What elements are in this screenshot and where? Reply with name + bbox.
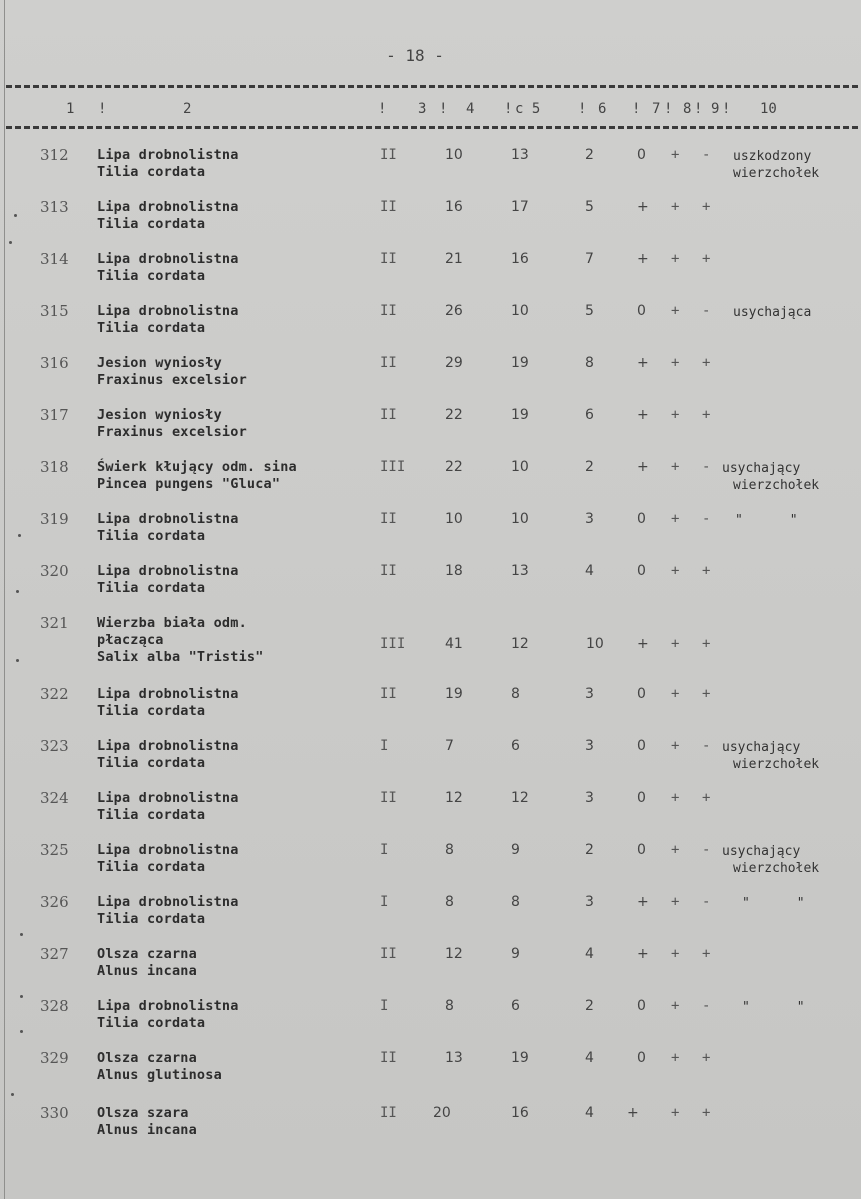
table-row	[0, 147, 861, 197]
col-7-value: +	[671, 303, 680, 319]
header-separator: !	[722, 101, 731, 117]
species-name-latin: Tilia cordata	[97, 703, 206, 719]
class-value: II	[380, 355, 397, 371]
col-8-value: +	[702, 686, 711, 702]
remarks-line-2: wierzchołek	[733, 757, 820, 772]
species-name-pl: Lipa drobnolistna	[97, 842, 239, 858]
col-3-value: 26	[445, 303, 463, 319]
species-name-latin: Tilia cordata	[97, 580, 206, 596]
species-name-pl: Lipa drobnolistna	[97, 251, 239, 267]
col-5-value: 2	[585, 147, 594, 163]
species-name-latin: Fraxinus excelsior	[97, 424, 247, 440]
col-5-value: 4	[585, 1105, 594, 1121]
table-row	[0, 946, 861, 996]
header-separator: !	[632, 101, 641, 117]
class-value: II	[380, 303, 397, 319]
table-row	[0, 1105, 861, 1155]
species-name-latin: Salix alba "Tristis"	[97, 649, 264, 665]
table-row	[0, 407, 861, 457]
species-name-latin: Tilia cordata	[97, 528, 206, 544]
row-number: 313	[40, 198, 69, 216]
col-4-value: 16	[511, 1105, 529, 1121]
col-3-value: 41	[445, 636, 463, 652]
header-col-1: 1	[66, 101, 75, 117]
col-6-value: +	[637, 407, 649, 423]
class-value: II	[380, 199, 397, 215]
species-name-pl-line-2: płacząca	[97, 632, 164, 648]
table-row	[0, 1050, 861, 1100]
col-3-value: 10	[445, 511, 463, 527]
row-number: 320	[40, 562, 69, 580]
table-row	[0, 459, 861, 509]
col-6-value: 0	[637, 147, 646, 163]
col-6-value: +	[637, 636, 649, 652]
remarks: uszkodzony	[733, 149, 812, 164]
col-7-value: +	[671, 407, 680, 423]
col-4-value: 12	[511, 636, 529, 652]
col-4-value: 19	[511, 1050, 529, 1066]
col-6-value: 0	[637, 738, 646, 754]
col-6-value: +	[637, 355, 649, 371]
col-8-value: +	[702, 1050, 711, 1066]
row-number: 318	[40, 458, 69, 476]
col-6-value: 0	[637, 842, 646, 858]
col-5-value: 4	[585, 563, 594, 579]
species-name-pl: Lipa drobnolistna	[97, 998, 239, 1014]
table-row	[0, 355, 861, 405]
col-4-value: 19	[511, 407, 529, 423]
scan-speck	[20, 933, 23, 936]
col-7-value: +	[671, 251, 680, 267]
col-3-value: 19	[445, 686, 463, 702]
col-5-value: 10	[586, 636, 604, 652]
col-4-value: 6	[511, 738, 520, 754]
class-value: II	[380, 511, 397, 527]
col-7-value: +	[671, 563, 680, 579]
col-7-value: +	[671, 686, 680, 702]
col-8-value: +	[702, 563, 711, 579]
table-row	[0, 615, 861, 683]
species-name-latin: Tilia cordata	[97, 807, 206, 823]
row-number: 316	[40, 354, 69, 372]
class-value: II	[380, 407, 397, 423]
class-value: I	[380, 842, 389, 858]
species-name-pl: Lipa drobnolistna	[97, 511, 239, 527]
col-4-value: 9	[511, 842, 520, 858]
col-3-value: 8	[445, 842, 454, 858]
species-name-pl: Lipa drobnolistna	[97, 894, 239, 910]
col-3-value: 18	[445, 563, 463, 579]
header-col-6: 6	[598, 101, 607, 117]
remarks: usychający	[722, 740, 801, 755]
col-4-value: 10	[511, 511, 529, 527]
row-number: 315	[40, 302, 69, 320]
scan-speck	[16, 590, 19, 593]
class-value: I	[380, 738, 389, 754]
col-6-value: 0	[637, 686, 646, 702]
col-3-value: 8	[445, 894, 454, 910]
col-6-value: 0	[637, 790, 646, 806]
species-name-latin: Tilia cordata	[97, 268, 206, 284]
col-5-value: 3	[585, 511, 594, 527]
col-8-value: -	[702, 459, 711, 475]
col-6-value: 0	[637, 303, 646, 319]
col-3-value: 12	[445, 946, 463, 962]
col-8-value: +	[702, 790, 711, 806]
header-col-5: c 5	[515, 101, 541, 117]
col-6-value: +	[637, 894, 649, 910]
row-number: 314	[40, 250, 69, 268]
col-5-value: 6	[585, 407, 594, 423]
col-8-value: -	[702, 303, 711, 319]
col-6-value: +	[637, 946, 649, 962]
species-name-latin: Tilia cordata	[97, 859, 206, 875]
col-8-value: +	[702, 946, 711, 962]
header-separator: !	[664, 101, 673, 117]
col-8-value: +	[702, 355, 711, 371]
col-5-value: 3	[585, 790, 594, 806]
col-5-value: 3	[585, 894, 594, 910]
col-7-value: +	[671, 998, 680, 1014]
row-number: 327	[40, 945, 69, 963]
col-7-value: +	[671, 199, 680, 215]
col-5-value: 2	[585, 842, 594, 858]
row-number: 325	[40, 841, 69, 859]
col-8-value: -	[702, 842, 711, 858]
header-separator: !	[98, 101, 107, 117]
header-separator: !	[378, 101, 387, 117]
table-row	[0, 842, 861, 892]
class-value: III	[380, 459, 406, 475]
species-name-pl: Lipa drobnolistna	[97, 686, 239, 702]
col-7-value: +	[671, 511, 680, 527]
table-row	[0, 738, 861, 788]
col-5-value: 5	[585, 303, 594, 319]
remarks-line-2: wierzchołek	[733, 861, 820, 876]
table-row	[0, 511, 861, 561]
col-3-value: 29	[445, 355, 463, 371]
col-8-value: -	[702, 738, 711, 754]
col-7-value: +	[671, 1105, 680, 1121]
remarks-line-2: wierzchołek	[733, 478, 820, 493]
col-7-value: +	[671, 946, 680, 962]
col-4-value: 13	[511, 563, 529, 579]
header-col-9: 9	[711, 101, 720, 117]
species-name-pl: Olsza szara	[97, 1105, 189, 1121]
row-number: 330	[40, 1104, 69, 1122]
col-8-value: -	[702, 511, 711, 527]
col-6-value: +	[627, 1105, 639, 1121]
table-row	[0, 303, 861, 353]
col-3-value: 20	[433, 1105, 451, 1121]
col-4-value: 17	[511, 199, 529, 215]
col-3-value: 10	[445, 147, 463, 163]
col-4-value: 12	[511, 790, 529, 806]
col-4-value: 10	[511, 303, 529, 319]
class-value: II	[380, 563, 397, 579]
remarks-line-2: wierzchołek	[733, 166, 820, 181]
class-value: II	[380, 790, 397, 806]
table-row	[0, 251, 861, 301]
remarks: usychająca	[733, 305, 812, 320]
row-number: 324	[40, 789, 69, 807]
row-number: 322	[40, 685, 69, 703]
col-4-value: 10	[511, 459, 529, 475]
header-col-3: 3	[418, 101, 427, 117]
col-7-value: +	[671, 1050, 680, 1066]
species-name-latin: Pincea pungens "Gluca"	[97, 476, 281, 492]
remarks: " "	[735, 513, 798, 528]
remarks: usychający	[722, 461, 801, 476]
species-name-latin: Tilia cordata	[97, 911, 206, 927]
col-6-value: 0	[637, 563, 646, 579]
species-name-pl: Wierzba biała odm.	[97, 615, 247, 631]
col-8-value: +	[702, 1105, 711, 1121]
species-name-latin: Tilia cordata	[97, 216, 206, 232]
col-3-value: 22	[445, 407, 463, 423]
species-name-pl: Lipa drobnolistna	[97, 738, 239, 754]
scan-speck	[9, 241, 12, 244]
col-5-value: 4	[585, 946, 594, 962]
header-separator: !	[694, 101, 703, 117]
remarks: " "	[742, 1000, 805, 1015]
row-number: 326	[40, 893, 69, 911]
col-7-value: +	[671, 355, 680, 371]
class-value: II	[380, 251, 397, 267]
col-8-value: -	[702, 894, 711, 910]
col-6-value: +	[637, 199, 649, 215]
col-4-value: 8	[511, 686, 520, 702]
col-8-value: -	[702, 147, 711, 163]
col-6-value: 0	[637, 1050, 646, 1066]
species-name-latin: Alnus incana	[97, 1122, 197, 1138]
header-separator: !	[504, 101, 513, 117]
col-4-value: 9	[511, 946, 520, 962]
species-name-pl: Świerk kłujący odm. sina	[97, 459, 297, 475]
species-name-latin: Tilia cordata	[97, 164, 206, 180]
scan-speck	[20, 995, 23, 998]
scan-speck	[16, 659, 19, 662]
class-value: I	[380, 894, 389, 910]
species-name-pl: Lipa drobnolistna	[97, 790, 239, 806]
class-value: III	[380, 636, 406, 652]
col-6-value: 0	[637, 511, 646, 527]
header-col-8: 8	[683, 101, 692, 117]
col-4-value: 19	[511, 355, 529, 371]
header-separator: !	[578, 101, 587, 117]
species-name-latin: Alnus incana	[97, 963, 197, 979]
class-value: II	[380, 686, 397, 702]
remarks: " "	[742, 896, 805, 911]
col-5-value: 2	[585, 459, 594, 475]
class-value: I	[380, 998, 389, 1014]
scan-speck	[11, 1093, 14, 1096]
col-4-value: 13	[511, 147, 529, 163]
species-name-pl: Lipa drobnolistna	[97, 199, 239, 215]
species-name-pl: Lipa drobnolistna	[97, 563, 239, 579]
col-7-value: +	[671, 790, 680, 806]
col-7-value: +	[671, 894, 680, 910]
col-7-value: +	[671, 459, 680, 475]
species-name-pl: Lipa drobnolistna	[97, 147, 239, 163]
row-number: 328	[40, 997, 69, 1015]
species-name-pl: Olsza czarna	[97, 1050, 197, 1066]
page-number: - 18 -	[386, 46, 444, 65]
header-col-4: 4	[466, 101, 475, 117]
header-col-7: 7	[652, 101, 661, 117]
col-5-value: 5	[585, 199, 594, 215]
header-col-10: 10	[760, 101, 777, 117]
col-3-value: 16	[445, 199, 463, 215]
remarks: usychający	[722, 844, 801, 859]
col-5-value: 3	[585, 686, 594, 702]
row-number: 317	[40, 406, 69, 424]
species-name-pl: Jesion wyniosły	[97, 355, 222, 371]
species-name-latin: Tilia cordata	[97, 320, 206, 336]
row-number: 323	[40, 737, 69, 755]
col-3-value: 12	[445, 790, 463, 806]
species-name-pl: Lipa drobnolistna	[97, 303, 239, 319]
row-number: 329	[40, 1049, 69, 1067]
table-row	[0, 998, 861, 1048]
col-3-value: 22	[445, 459, 463, 475]
row-number: 319	[40, 510, 69, 528]
col-8-value: -	[702, 998, 711, 1014]
species-name-latin: Tilia cordata	[97, 1015, 206, 1031]
table-row	[0, 563, 861, 613]
col-8-value: +	[702, 407, 711, 423]
class-value: II	[380, 147, 397, 163]
col-8-value: +	[702, 636, 711, 652]
table-row	[0, 894, 861, 944]
col-4-value: 8	[511, 894, 520, 910]
col-3-value: 21	[445, 251, 463, 267]
col-5-value: 2	[585, 998, 594, 1014]
col-7-value: +	[671, 636, 680, 652]
col-5-value: 3	[585, 738, 594, 754]
species-name-latin: Alnus glutinosa	[97, 1067, 222, 1083]
species-name-latin: Fraxinus excelsior	[97, 372, 247, 388]
col-7-value: +	[671, 738, 680, 754]
scan-speck	[20, 1030, 23, 1033]
table-row	[0, 199, 861, 249]
col-6-value: +	[637, 251, 649, 267]
table-row	[0, 790, 861, 840]
col-3-value: 8	[445, 998, 454, 1014]
col-8-value: +	[702, 199, 711, 215]
col-4-value: 16	[511, 251, 529, 267]
col-5-value: 4	[585, 1050, 594, 1066]
header-separator: !	[439, 101, 448, 117]
class-value: II	[380, 946, 397, 962]
col-6-value: 0	[637, 998, 646, 1014]
scan-speck	[14, 214, 17, 217]
col-7-value: +	[671, 147, 680, 163]
class-value: II	[380, 1050, 397, 1066]
scan-speck	[18, 534, 21, 537]
row-number: 321	[40, 614, 69, 632]
col-3-value: 7	[445, 738, 454, 754]
col-7-value: +	[671, 842, 680, 858]
table-row	[0, 686, 861, 736]
col-5-value: 8	[585, 355, 594, 371]
col-6-value: +	[637, 459, 649, 475]
col-8-value: +	[702, 251, 711, 267]
species-name-latin: Tilia cordata	[97, 755, 206, 771]
row-number: 312	[40, 146, 69, 164]
class-value: II	[380, 1105, 397, 1121]
col-3-value: 13	[445, 1050, 463, 1066]
species-name-pl: Olsza czarna	[97, 946, 197, 962]
header-col-2: 2	[183, 101, 192, 117]
col-5-value: 7	[585, 251, 594, 267]
col-4-value: 6	[511, 998, 520, 1014]
species-name-pl: Jesion wyniosły	[97, 407, 222, 423]
